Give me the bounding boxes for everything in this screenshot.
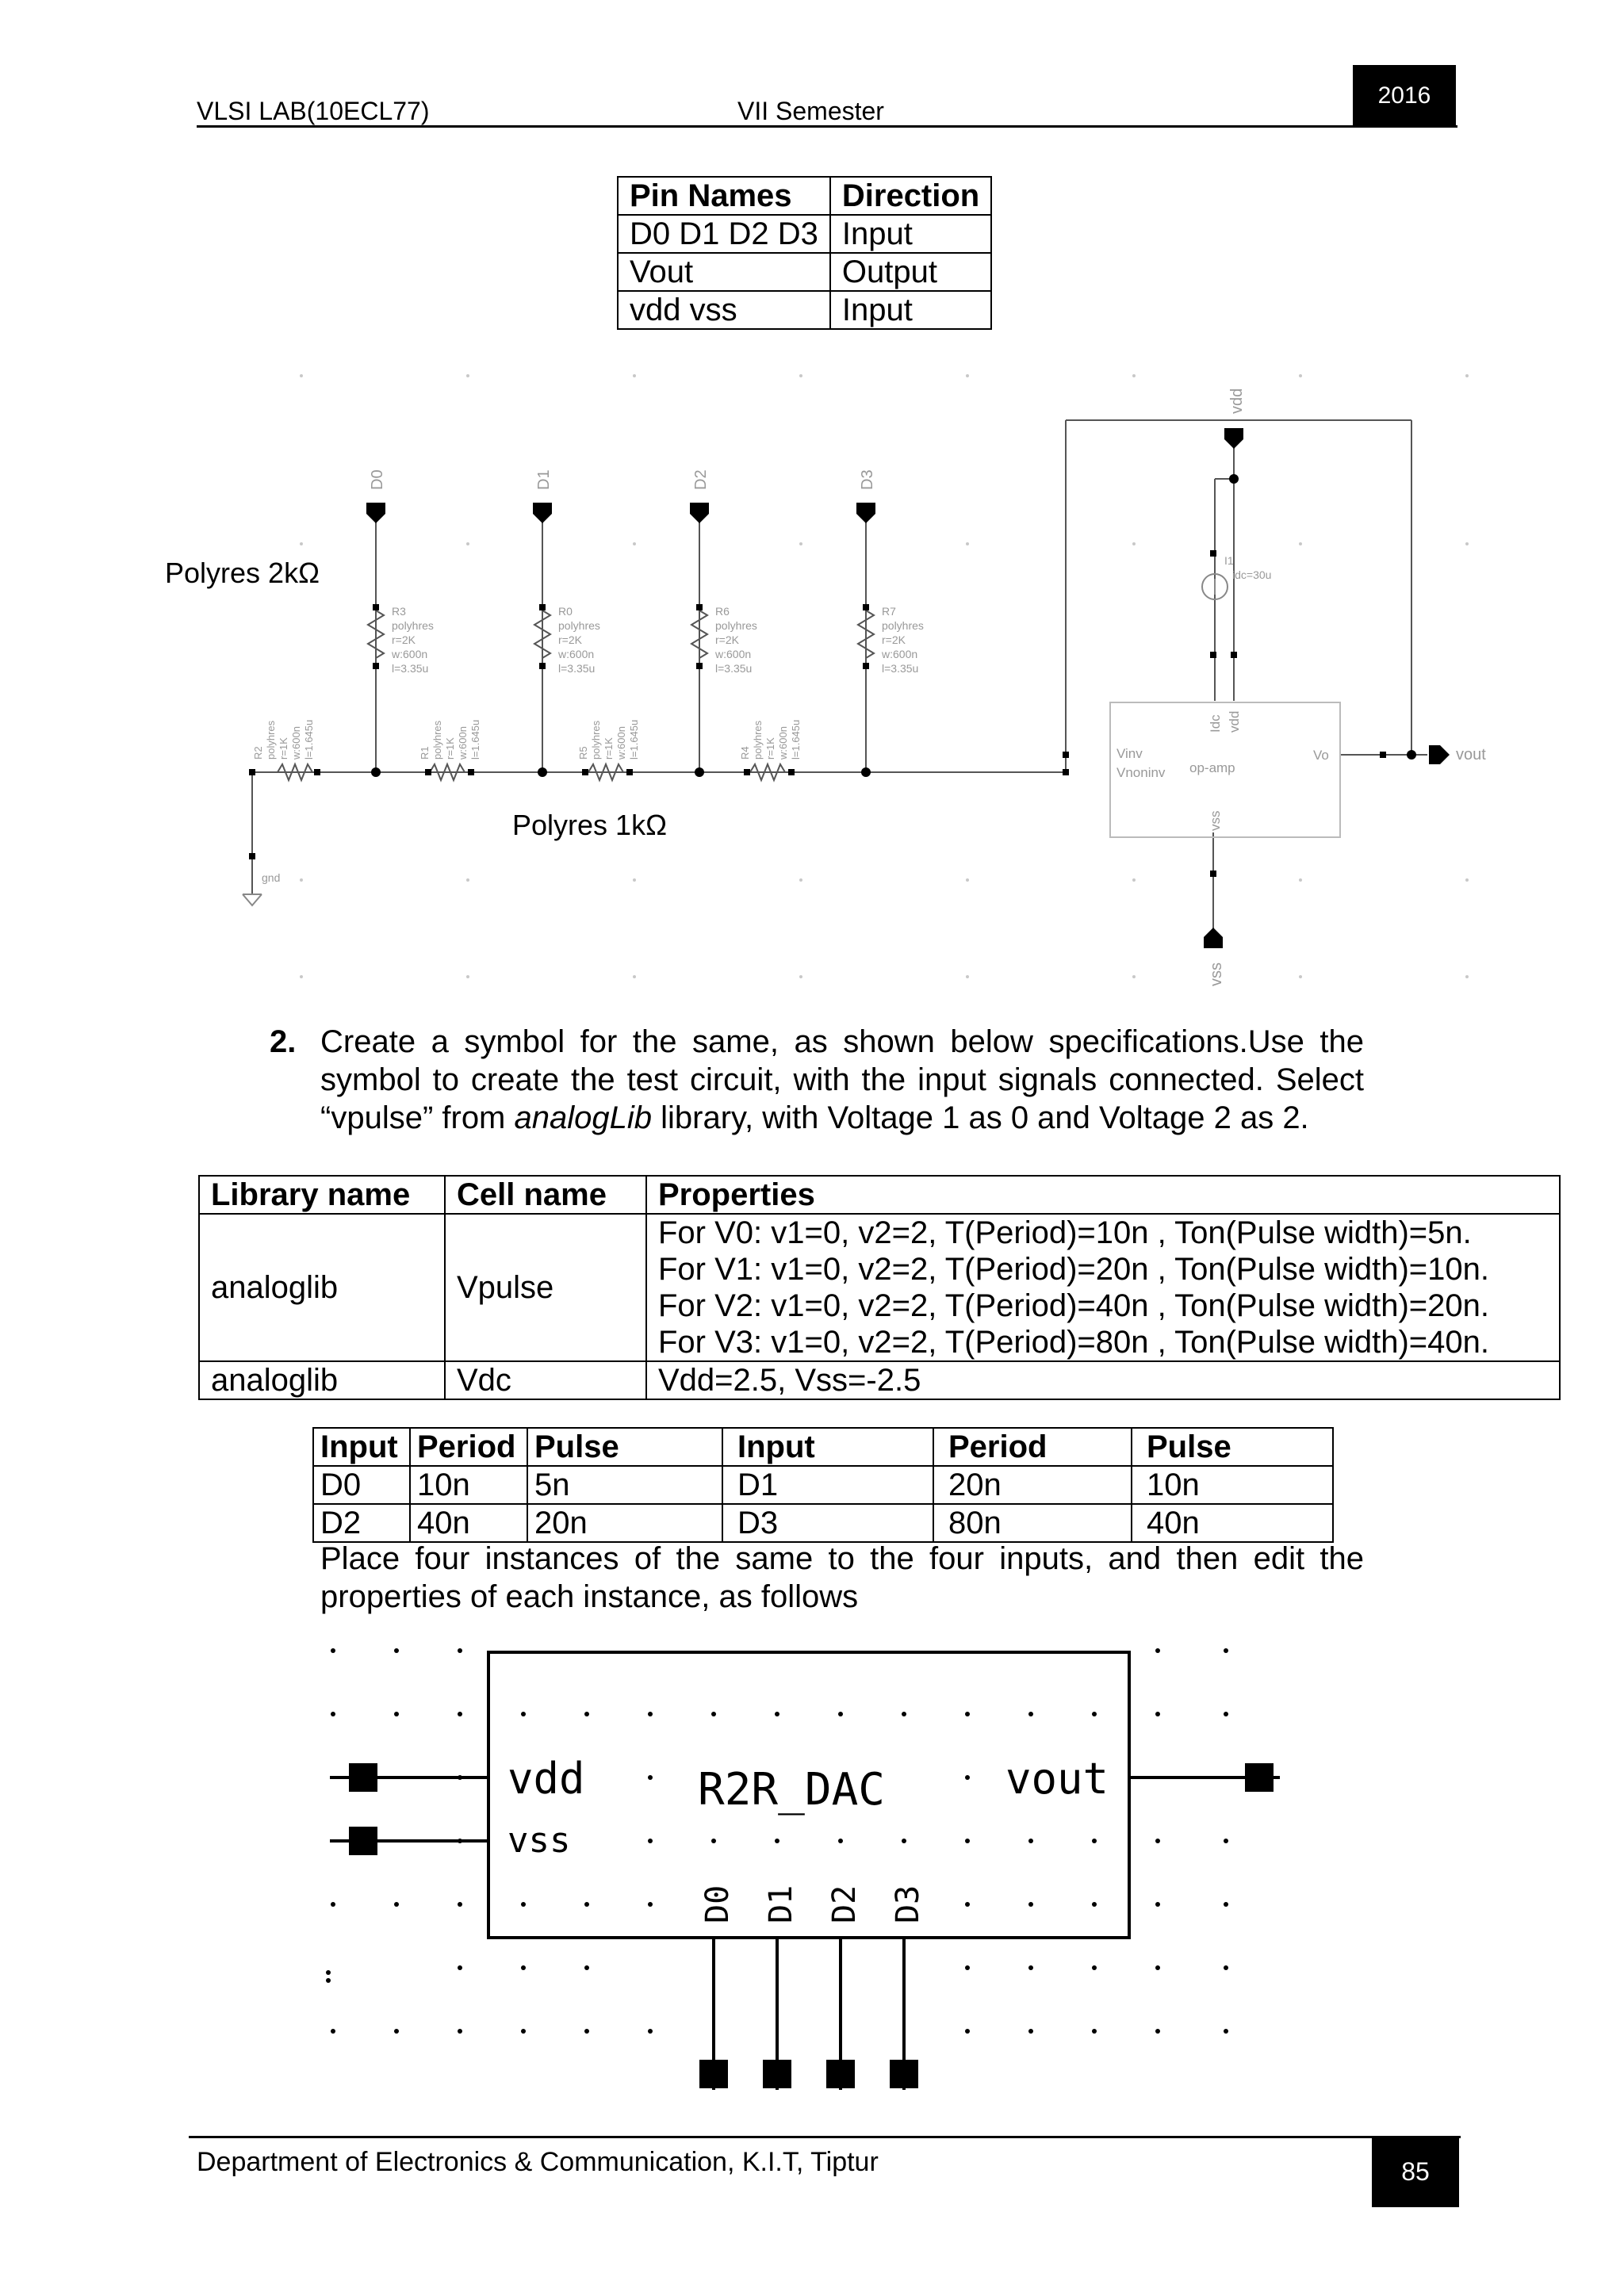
svg-text:l=3.35u: l=3.35u xyxy=(558,662,596,675)
symbol-pin-d3: D3 xyxy=(890,1885,926,1923)
resistor-label-r6 xyxy=(714,605,757,675)
step-2-text: Create a symbol for the same, as shown below specifications.Use the symbol to create the test circuit, with the input signals connected. Select “vpulse” from analogLib library, with Voltage 1 as 0 and Voltage 2 as 2. xyxy=(320,1024,1364,1135)
svg-text:polyhres: polyhres xyxy=(752,720,764,760)
resistor-label-r3 xyxy=(391,605,434,675)
svg-text:R6: R6 xyxy=(715,605,730,618)
r2r-dac-symbol xyxy=(0,1625,1624,2101)
grid-dots xyxy=(300,374,1469,978)
svg-text:polyhres: polyhres xyxy=(265,720,277,760)
svg-text:l=3.35u: l=3.35u xyxy=(392,662,429,675)
current-source-value: idc=30u xyxy=(1232,568,1272,581)
pin-label-d2: D2 xyxy=(692,469,710,490)
svg-text:w:600n: w:600n xyxy=(290,726,302,760)
table-header: Input xyxy=(722,1428,933,1466)
svg-text:w:600n: w:600n xyxy=(392,648,428,660)
table-cell: 10n xyxy=(410,1466,527,1504)
table-cell: 80n xyxy=(933,1504,1132,1542)
table-header: Direction xyxy=(830,177,991,215)
caption-polyres-2k: Polyres 2kΩ xyxy=(165,557,320,589)
footer-department: Department of Electronics & Communication, K.I.T, Tiptur xyxy=(197,2147,879,2177)
resistor-label-r0 xyxy=(557,605,600,675)
resistors-2k xyxy=(368,610,874,658)
resistor-label-r2 xyxy=(252,720,315,760)
table-cell: D2 xyxy=(313,1504,410,1542)
svg-text:R1: R1 xyxy=(419,746,431,760)
svg-text:r=2K: r=2K xyxy=(392,633,416,646)
step-2 xyxy=(270,1023,1364,1137)
resistor-label-r7 xyxy=(881,605,924,675)
svg-text:w:600n: w:600n xyxy=(777,726,789,760)
opamp-vnoninv-label: Vnoninv xyxy=(1116,765,1166,780)
svg-text:r=2K: r=2K xyxy=(715,633,739,646)
svg-text:w:600n: w:600n xyxy=(457,726,469,760)
table-cell: 10n xyxy=(1132,1466,1333,1504)
pin-arrows xyxy=(366,428,1450,948)
table-cell: vdd vss xyxy=(618,291,830,329)
svg-text:r=1K: r=1K xyxy=(603,737,615,760)
table-cell: Output xyxy=(830,253,991,291)
table-header: Pulse xyxy=(527,1428,722,1466)
opamp-vdd-label: vdd xyxy=(1227,710,1242,733)
table-cell: 5n xyxy=(527,1466,722,1504)
symbol-pin-d1: D1 xyxy=(763,1885,799,1923)
table-cell: Vout xyxy=(618,253,830,291)
opamp-label: op-amp xyxy=(1189,760,1235,775)
svg-text:R5: R5 xyxy=(577,746,589,760)
pin-label-d0: D0 xyxy=(369,469,386,490)
table-cell: Vdd=2.5, Vss=-2.5 xyxy=(646,1361,1560,1399)
table-header: Library name xyxy=(199,1176,445,1214)
pin-label-vss: vss xyxy=(1208,962,1225,986)
svg-text:r=1K: r=1K xyxy=(278,737,289,760)
svg-text:R3: R3 xyxy=(392,605,406,618)
resistor-label-r4 xyxy=(739,720,802,760)
resistor-label-r1 xyxy=(419,720,481,760)
table-cell: 40n xyxy=(1132,1504,1333,1542)
step-number: 2. xyxy=(270,1024,297,1059)
svg-text:polyhres: polyhres xyxy=(590,720,602,760)
symbol-pin-d0: D0 xyxy=(699,1885,736,1923)
table-cell: Input xyxy=(830,291,991,329)
input-period-table xyxy=(312,1427,1334,1543)
table-cell: For V0: v1=0, v2=2, T(Period)=10n , Ton(Pulse width)=5n. For V1: v1=0, v2=2, T(Period)=20n , Ton(Pulse width)=10n. For V2: v1=0, v2=2, T(Period)=40n , Ton(Pulse width)=20n. For V3: v1=0, v2=2, T(Period)=80n , Ton(Pulse width)=40n. xyxy=(646,1214,1560,1361)
table-header: Pulse xyxy=(1132,1428,1333,1466)
table-row xyxy=(199,1361,1560,1399)
svg-text:w:600n: w:600n xyxy=(615,726,627,760)
table-cell: Vdc xyxy=(445,1361,646,1399)
header-semester: VII Semester xyxy=(737,97,884,125)
header-course: VLSI LAB(10ECL77) xyxy=(197,97,430,125)
svg-text:l=1.645u: l=1.645u xyxy=(303,719,315,760)
opamp-vo-label: Vo xyxy=(1313,748,1329,763)
svg-text:w:600n: w:600n xyxy=(558,648,595,660)
pin-label-gnd: gnd xyxy=(262,871,281,884)
svg-text:w:600n: w:600n xyxy=(882,648,918,660)
svg-text:R2: R2 xyxy=(252,746,264,760)
svg-text:l=1.645u: l=1.645u xyxy=(790,719,802,760)
svg-text:l=1.645u: l=1.645u xyxy=(469,719,481,760)
table-cell: D1 xyxy=(722,1466,933,1504)
table-header-row xyxy=(199,1176,1560,1214)
instances-paragraph: Place four instances of the same to the four inputs, and then edit the properties of each instance, as follows xyxy=(320,1541,1364,1614)
svg-text:polyhres: polyhres xyxy=(392,619,434,632)
opamp-vss-label: vss xyxy=(1208,810,1223,831)
svg-text:r=1K: r=1K xyxy=(444,737,456,760)
symbol-pin-vss: vss xyxy=(508,1820,571,1861)
table-row xyxy=(199,1214,1560,1361)
pin-label-vdd: vdd xyxy=(1228,388,1246,414)
svg-text:R4: R4 xyxy=(739,746,751,760)
library-table xyxy=(198,1175,1561,1400)
svg-text:R0: R0 xyxy=(558,605,573,618)
opamp-idc-label: Idc xyxy=(1208,714,1223,733)
table-cell: analoglib xyxy=(199,1361,445,1399)
table-cell: 40n xyxy=(410,1504,527,1542)
table-header: Properties xyxy=(646,1176,1560,1214)
table-header: Period xyxy=(933,1428,1132,1466)
symbol-pin-vout: vout xyxy=(1005,1754,1109,1804)
resistor-label-r5 xyxy=(577,720,640,760)
opamp-vinv-label: Vinv xyxy=(1116,746,1143,761)
table-cell: 20n xyxy=(527,1504,722,1542)
svg-text:l=3.35u: l=3.35u xyxy=(882,662,919,675)
table-header: Input xyxy=(313,1428,410,1466)
svg-text:r=2K: r=2K xyxy=(882,633,906,646)
table-header-row xyxy=(313,1428,1333,1466)
svg-text:R7: R7 xyxy=(882,605,896,618)
svg-text:r=1K: r=1K xyxy=(764,737,776,760)
svg-text:r=2K: r=2K xyxy=(558,633,582,646)
table-header: Pin Names xyxy=(618,177,830,215)
symbol-pin-vdd: vdd xyxy=(508,1754,585,1804)
table-cell: Vpulse xyxy=(445,1214,646,1361)
table-cell: D0 xyxy=(313,1466,410,1504)
svg-text:l=3.35u: l=3.35u xyxy=(715,662,753,675)
svg-text:w:600n: w:600n xyxy=(715,648,752,660)
table-cell: D3 xyxy=(722,1504,933,1542)
table-row xyxy=(313,1466,1333,1504)
table-cell: Input xyxy=(830,215,991,253)
r2r-dac-schematic xyxy=(0,0,1624,999)
pin-label-vout: vout xyxy=(1456,746,1486,763)
symbol-pin-d2: D2 xyxy=(826,1885,863,1923)
table-cell: D0 D1 D2 D3 xyxy=(618,215,830,253)
year-badge: 2016 xyxy=(1353,65,1456,127)
table-row xyxy=(313,1504,1333,1542)
gnd-symbol xyxy=(243,894,262,905)
table-cell: 20n xyxy=(933,1466,1132,1504)
svg-text:polyhres: polyhres xyxy=(431,720,443,760)
table-header: Cell name xyxy=(445,1176,646,1214)
pin-label-d3: D3 xyxy=(859,469,876,490)
svg-text:polyhres: polyhres xyxy=(882,619,924,632)
svg-text:polyhres: polyhres xyxy=(558,619,600,632)
table-header: Period xyxy=(410,1428,527,1466)
symbol-title: R2R_DAC xyxy=(698,1764,886,1816)
footer-rule xyxy=(189,2136,1461,2138)
current-source-name: I1 xyxy=(1224,554,1234,567)
svg-text:polyhres: polyhres xyxy=(715,619,757,632)
caption-polyres-1k: Polyres 1kΩ xyxy=(512,809,667,841)
page-number: 85 xyxy=(1372,2136,1459,2207)
svg-text:l=1.645u: l=1.645u xyxy=(628,719,640,760)
table-cell: analoglib xyxy=(199,1214,445,1361)
pin-label-d1: D1 xyxy=(535,469,553,490)
